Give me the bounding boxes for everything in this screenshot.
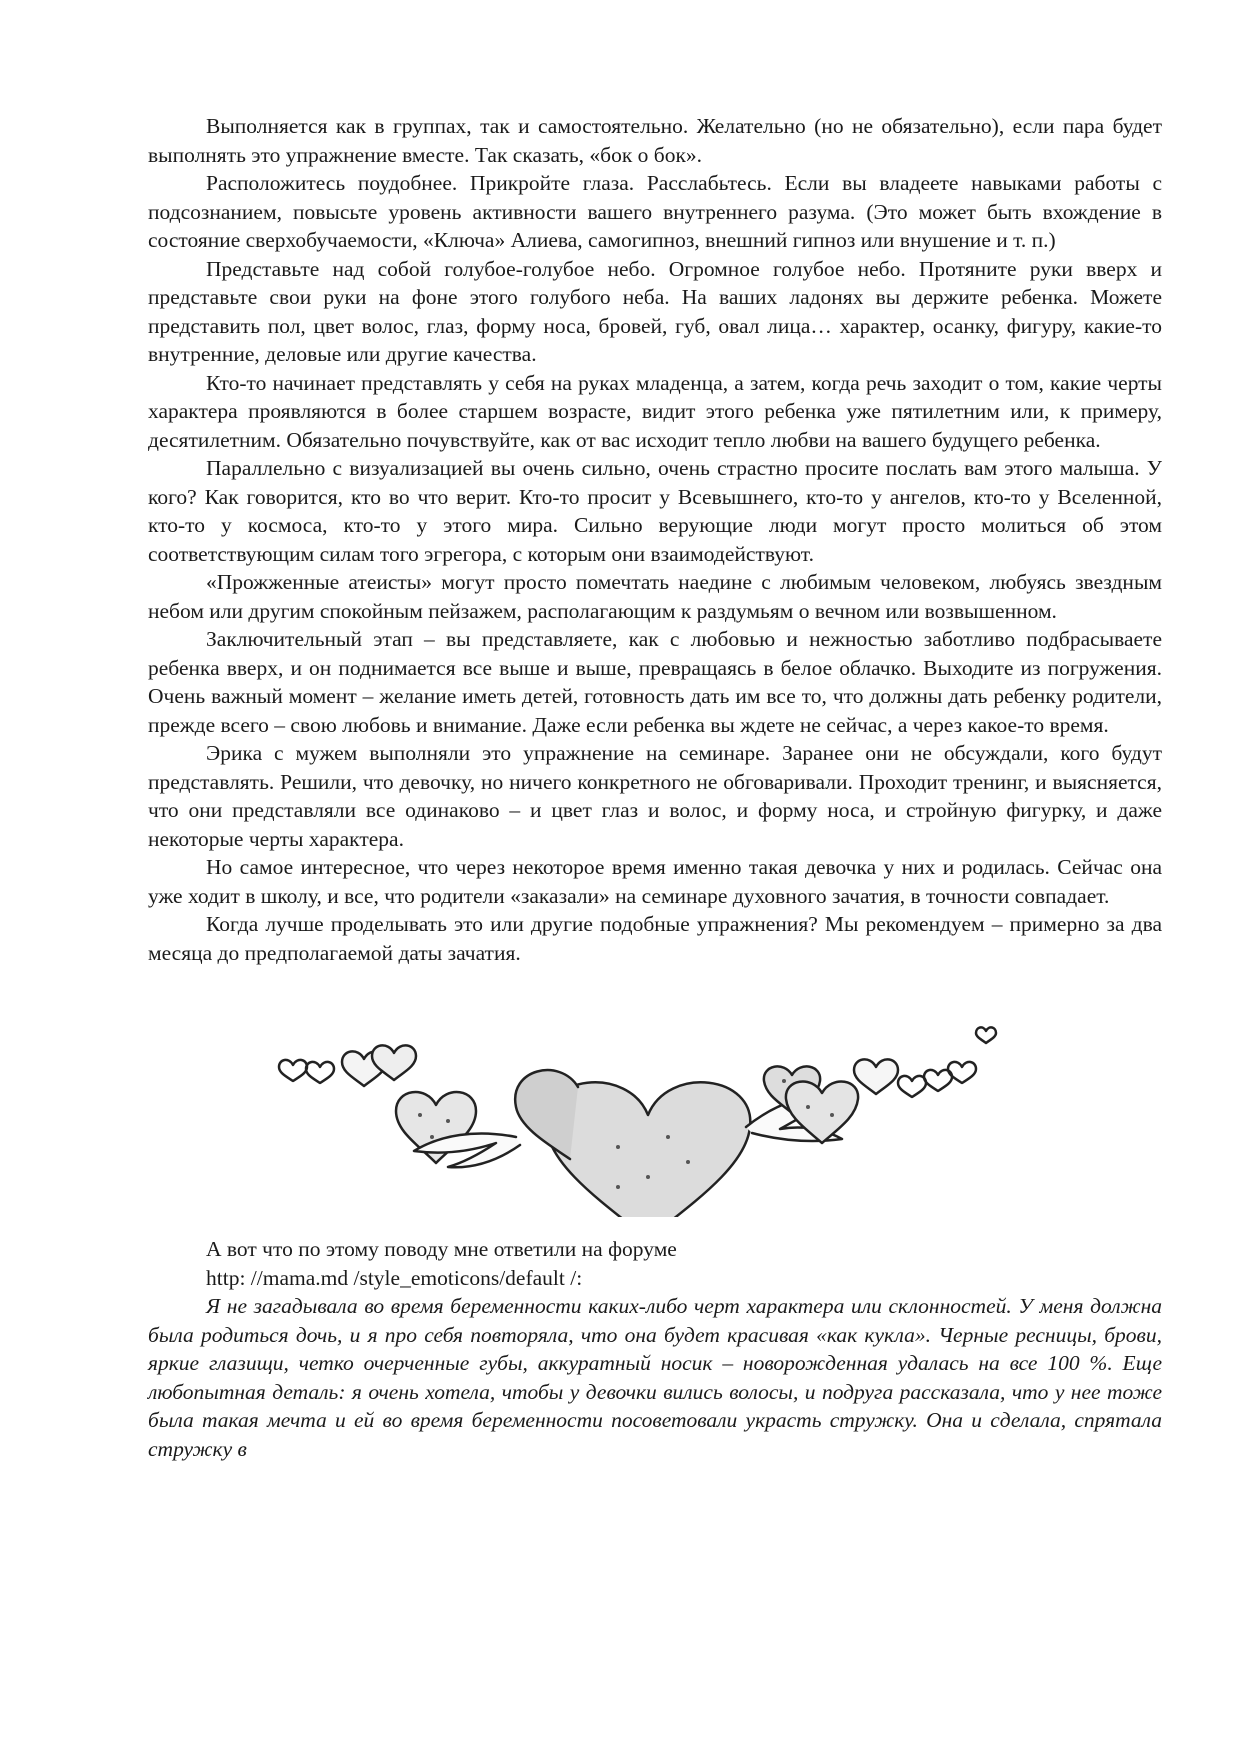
document-page: [148, 112, 1162, 1463]
back-heart-icon: [515, 1070, 578, 1159]
small-heart-icon: [279, 1060, 307, 1081]
paragraph-9: Но самое интересное, что через некоторое время именно такая девочка у них и родилась. Сейчас она уже ходит в школу, и все, что родители «заказали» на семинаре духовного зачатия, в точности совпадает.: [148, 855, 1162, 908]
paragraph-5: Параллельно с визуализацией вы очень сильно, очень страстно просите послать вам этого малыша. У кого? Как говорится, кто во что верит. Кто-то просит у Всевышнего, кто-то у ангелов, кто-то у Вселенной, кто-то у космоса, кто-то у этого мира. Сильно верующие люди могут просто молиться об этом соответствующим силам того эгрегора, с которым они взаимодействуют.: [148, 456, 1162, 566]
paragraph-7: Заключительный этап – вы представляете, как с любовью и нежностью заботливо подбрасываете ребенка вверх, и он поднимается все выше и выше, превращаясь в белое облачко. Выходите из погружения. Очень важный момент – желание иметь детей, готовность дать им все то, что должны дать ребенку родители, прежде всего – свою любовь и внимание. Даже если ребенка вы ждете не сейчас, а через какое-то время.: [148, 627, 1162, 737]
small-heart-icon: [924, 1070, 952, 1091]
paragraph-2: Расположитесь поудобнее. Прикройте глаза. Расслабьтесь. Если вы владеете навыками работы с подсознанием, повысьте уровень активности вашего внутреннего разума. (Это может быть вхождение в состояние сверхобучаемости, «Ключа» Алиева, самогипноз, внешний гипноз или внушение и т. п.): [148, 171, 1162, 252]
paragraph-1: Выполняется как в группах, так и самостоятельно. Желательно (но не обязательно), если пара будет выполнять это упражнение вместе. Так сказать, «бок о бок».: [148, 114, 1162, 167]
forum-url: http: //mama.md /style_emoticons/default /:: [206, 1265, 583, 1290]
paragraph-3: Представьте над собой голубое-голубое небо. Огромное голубое небо. Протяните руки вверх и представьте свои руки на фоне этого голубого неба. На ваших ладонях вы держите ребенка. Можете представить пол, цвет волос, глаз, форму носа, бровей, губ, овал лица… характер, осанку, фигуру, какие-то внутренние, деловые или другие качества.: [148, 256, 1162, 366]
paragraph-10: Когда лучше проделывать это или другие подобные упражнения? Мы рекомендуем – примерно за два месяца до предполагаемой даты зачатия.: [148, 912, 1162, 965]
big-heart-icon: [546, 1082, 751, 1217]
forum-quote: Я не загадывала во время беременности каких-либо черт характера или склонностей. У меня должна была родиться дочь, и я про себя повторяла, что она будет красивая «как кукла». Черные ресницы, брови, яркие глазищи, четко очерченные губы, аккуратный носик – новорожденная удалась на все 100 %. Еще любопытная деталь: я очень хотела, чтобы у девочки вились волосы, и подруга рассказала, что у нее тоже была такая мечта и ей во время беременности посоветовали украсть стружку. Она и сделала, спрятала стружку в: [148, 1294, 1162, 1461]
winged-hearts-illustration: [148, 987, 1162, 1217]
hearts-drawing: [148, 987, 1162, 1217]
paragraph-6: «Прожженные атеисты» могут просто помечтать наедине с любимым человеком, любуясь звездным небом или другим спокойным пейзажем, располагающим к раздумьям о вечном или возвышенном.: [148, 570, 1162, 623]
forum-intro: А вот что по этому поводу мне ответили на форуме: [206, 1237, 677, 1261]
paragraph-8: Эрика с мужем выполняли это упражнение на семинаре. Заранее они не обсуждали, кого будут представлять. Решили, что девочку, но ничего конкретного не обговаривали. Проходит тренинг, и выясняется, что они представляли все одинаково – и цвет глаз и волос, и форму носа, и стройную фигурку, и даже некоторые черты характера.: [148, 741, 1162, 851]
small-heart-icon: [854, 1059, 898, 1094]
paragraph-4: Кто-то начинает представлять у себя на руках младенца, а затем, когда речь заходит о том, какие черты характера проявляются в более старшем возрасте, видит этого ребенка уже пятилетним или, к примеру, десятилетним. Обязательно почувствуйте, как от вас исходит тепло любви на вашего будущего ребенка.: [148, 370, 1162, 452]
tiny-heart-icon: [976, 1027, 996, 1043]
small-heart-icon: [306, 1062, 334, 1083]
small-heart-icon: [898, 1076, 926, 1097]
